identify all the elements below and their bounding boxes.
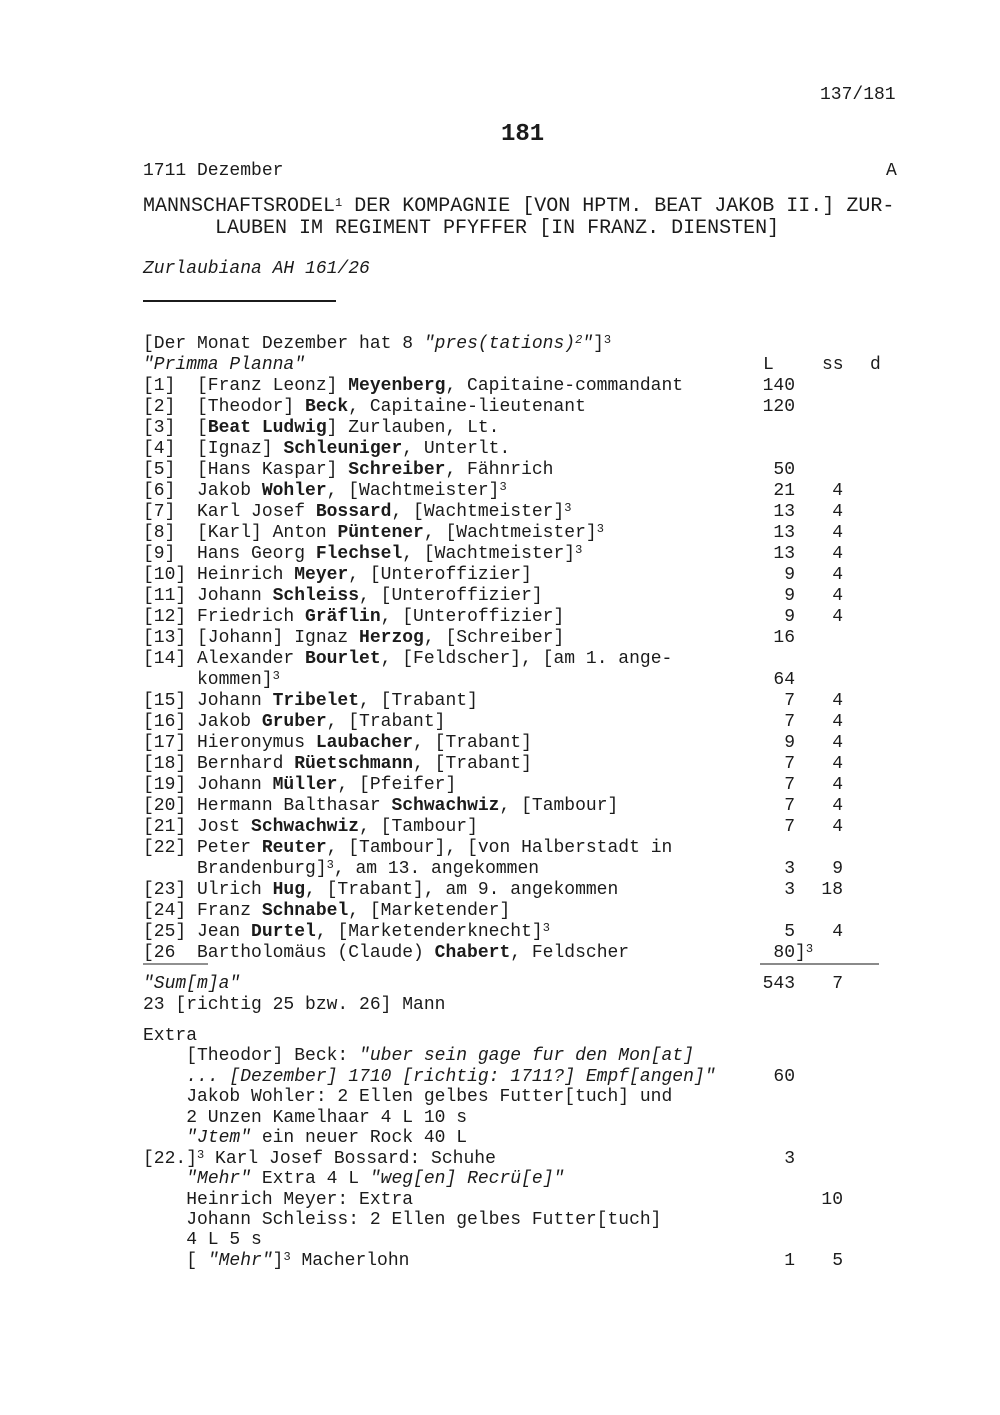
extra-row: [143, 1128, 973, 1148]
roster-row: [143, 796, 973, 817]
roster-row: [143, 502, 973, 523]
row-text: [143, 1230, 262, 1250]
text-segment: , [Marketenderknecht]: [315, 922, 543, 942]
text-segment: ein neuer Rock 40 L: [251, 1128, 468, 1149]
text-segment: DER KOMPAGNIE [VON HPTM. BEAT JAKOB II.] ZUR-: [342, 195, 895, 218]
value-livres: 120: [762, 397, 795, 417]
text-segment: [21] Jost: [143, 817, 252, 837]
text-segment: [17] Hieronymus: [143, 733, 316, 753]
row-text: [143, 544, 582, 564]
text-segment: ]: [593, 334, 604, 354]
text-segment: [143, 1067, 186, 1087]
text-segment: ... [Dezember] 1710 [richtig: 1711?] Empf[angen]": [186, 1066, 716, 1087]
row-text: [143, 1190, 413, 1210]
entry-26-underline: [143, 963, 208, 965]
roster-row: [143, 565, 973, 586]
text-segment: "Mehr": [207, 1250, 273, 1271]
text-segment: 4 L 5 s: [143, 1230, 262, 1251]
roster-row: [143, 859, 973, 880]
footnote-reference: 3: [542, 921, 550, 935]
roster-row: [143, 481, 973, 502]
footnote-reference: 2: [575, 333, 583, 347]
row-text: [143, 901, 510, 921]
text-segment: , [Marketender]: [348, 901, 511, 921]
text-segment: Durtel: [251, 922, 316, 942]
text-segment: Beat Ludwig: [207, 418, 327, 438]
row-text: [143, 334, 611, 354]
summary-row: [143, 995, 973, 1016]
text-segment: [2] [Theodor]: [143, 397, 306, 417]
roster-row: [143, 754, 973, 775]
value-sols: 4: [832, 502, 843, 522]
footnote-reference: 3: [805, 942, 814, 956]
text-segment: [Theodor] Beck:: [143, 1046, 360, 1067]
text-segment: Bossard: [315, 502, 392, 522]
row-text: [143, 1210, 661, 1230]
roster-row: [143, 712, 973, 733]
value-livres: 3: [784, 1148, 795, 1169]
text-segment: Schleuniger: [283, 439, 403, 459]
roster-row: [143, 733, 973, 754]
text-segment: Herzog: [359, 628, 424, 648]
text-segment: , [Trabant], am 9. angekommen: [305, 880, 619, 900]
text-segment: LAUBEN IM REGIMENT PFYFFER [IN FRANZ. DIENSTEN]: [143, 217, 780, 240]
text-segment: [13] [Johann] Ignaz: [143, 628, 360, 648]
value-livres: 3: [784, 859, 795, 879]
extra-row: [143, 1026, 973, 1046]
value-sols: 4: [832, 544, 843, 564]
roster-row: [143, 418, 973, 439]
text-segment: [23] Ulrich: [143, 880, 273, 900]
roster-row: [143, 922, 973, 943]
text-segment: Beck: [305, 397, 349, 417]
value-sols: 4: [832, 523, 843, 543]
value-livres: 9: [784, 586, 795, 606]
roster-row: [143, 397, 973, 418]
text-segment: , [Tambour]: [359, 817, 478, 837]
text-segment: [8] [Karl] Anton: [143, 523, 338, 543]
extra-payments-block: [143, 1026, 973, 1271]
text-segment: 2 Unzen Kamelhaar 4 L 10 s: [143, 1107, 468, 1128]
text-segment: Laubacher: [315, 733, 414, 753]
text-segment: Chabert: [434, 943, 511, 963]
value-sols: 4: [832, 712, 843, 732]
column-header-ss: ss: [822, 355, 844, 375]
text-segment: [22] Peter: [143, 838, 262, 858]
text-segment: , [Wachtmeister]: [391, 502, 565, 522]
value-livres: 13: [773, 502, 795, 522]
value-livres: 7: [784, 817, 795, 837]
row-text: [143, 838, 672, 858]
text-segment: , [Trabant]: [413, 733, 532, 753]
value-livres: 9: [784, 607, 795, 627]
value-sols: 18: [821, 880, 843, 900]
row-text: [143, 376, 683, 396]
text-segment: MANNSCHAFTSRODEL: [143, 195, 336, 218]
value-livres: 13: [773, 523, 795, 543]
value-bracket-suffix: [795, 943, 813, 964]
value-sols: 4: [832, 691, 843, 711]
row-text: [143, 502, 571, 522]
roster-row: [143, 586, 973, 607]
footnote-reference: 3: [326, 858, 334, 872]
text-segment: Brandenburg]: [143, 859, 327, 879]
document-title: [143, 196, 894, 240]
text-segment: Wohler: [261, 481, 327, 501]
text-segment: Schwachwiz: [391, 796, 500, 816]
extra-row: [143, 1108, 973, 1128]
text-segment: Heinrich Meyer: Extra: [143, 1189, 414, 1210]
footnote-reference: 1: [335, 196, 343, 210]
text-segment: [9] Hans Georg: [143, 544, 316, 564]
row-text: [143, 1046, 694, 1066]
value-sols: 4: [832, 481, 843, 501]
footnote-reference: 3: [283, 1249, 291, 1264]
footnote-separator-rule: [143, 300, 336, 302]
value-sols: 4: [832, 565, 843, 585]
roster-row: [143, 901, 973, 922]
roster-row: [143, 376, 973, 397]
text-segment: Bourlet: [305, 649, 381, 669]
text-segment: , [Tambour]: [499, 796, 619, 816]
column-header-d: d: [870, 355, 881, 375]
value-livres: 21: [773, 481, 795, 501]
text-segment: , [Unteroffizier]: [380, 607, 565, 627]
value-sols: 4: [832, 586, 843, 606]
text-segment: [143, 1128, 186, 1148]
value-livres: 13: [773, 544, 795, 564]
extra-row: [143, 1251, 973, 1271]
value-sols: 10: [821, 1189, 843, 1210]
text-segment: "weg[en] Recrü[e]": [369, 1169, 565, 1190]
footnote-reference: 3: [272, 669, 280, 683]
text-segment: , [Wachtmeister]: [423, 523, 597, 543]
value-livres: 7: [784, 691, 795, 711]
value-sols: 7: [832, 974, 843, 994]
value-livres: 7: [784, 712, 795, 732]
value-livres: 543: [762, 974, 795, 994]
text-segment: "Primma Planna": [143, 355, 306, 375]
text-segment: Meyer: [294, 565, 349, 585]
text-segment: [143, 1169, 186, 1189]
text-segment: , Fähnrich: [445, 460, 554, 480]
text-segment: , [Tambour], [von Halberstadt in: [326, 838, 673, 858]
value-livres: 7: [784, 754, 795, 774]
text-segment: "uber sein gage fur den Mon[at]: [359, 1046, 694, 1067]
muster-roll-list: [143, 334, 973, 964]
row-text: [143, 859, 539, 879]
roster-row: [143, 943, 973, 964]
text-segment: Püntener: [337, 523, 424, 543]
roster-row: [143, 607, 973, 628]
footnote-reference: 3: [575, 543, 583, 557]
row-text: [143, 733, 532, 753]
text-segment: kommen]: [143, 670, 273, 690]
value-livres: 3: [784, 880, 795, 900]
footnote-reference: 3: [596, 522, 604, 536]
text-segment: , [Pfeifer]: [337, 775, 457, 795]
text-segment: "Sum[m]a": [143, 974, 241, 994]
sum-total-rule: [760, 963, 879, 965]
row-text: [143, 974, 240, 994]
value-livres: 16: [773, 628, 795, 648]
text-segment: , Capitaine-lieutenant: [348, 397, 586, 417]
row-text: [143, 1128, 467, 1148]
title-line: [143, 218, 894, 240]
value-sols: 4: [832, 775, 843, 795]
date-heading: 1711 Dezember: [143, 161, 284, 181]
roster-row: [143, 838, 973, 859]
roster-row: [143, 523, 973, 544]
roster-row: [143, 544, 973, 565]
value-livres: 9: [784, 733, 795, 753]
text-segment: [: [143, 1250, 208, 1271]
text-segment: [Der Monat Dezember hat 8: [143, 334, 424, 354]
text-segment: [20] Hermann Balthasar: [143, 796, 392, 816]
text-segment: "pres(tations): [423, 334, 576, 354]
row-text: [143, 691, 478, 711]
roster-row: [143, 460, 973, 481]
text-segment: [6] Jakob: [143, 481, 262, 501]
text-segment: Hug: [272, 880, 306, 900]
row-text: [143, 460, 553, 480]
text-segment: Macherlohn: [290, 1250, 410, 1271]
value-livres: 7: [784, 775, 795, 795]
title-line: [143, 196, 894, 218]
row-text: [143, 1026, 197, 1046]
row-text: [143, 1108, 467, 1128]
source-citation: Zurlaubiana AH 161/26: [143, 259, 370, 279]
row-text: [143, 1149, 496, 1169]
summary-row: [143, 974, 973, 995]
extra-row: [143, 1067, 973, 1087]
text-segment: , [Trabant]: [359, 691, 478, 711]
footnote-reference: 3: [603, 333, 612, 347]
roster-row: [143, 334, 973, 355]
value-livres: 9: [784, 565, 795, 585]
value-sols: 4: [832, 922, 843, 942]
value-livres: 60: [773, 1066, 795, 1087]
row-text: [143, 355, 305, 375]
extra-row: [143, 1087, 973, 1107]
text-segment: [11] Johann: [143, 586, 273, 606]
value-sols: 4: [832, 796, 843, 816]
value-sols: 4: [832, 817, 843, 837]
value-livres: 1: [784, 1250, 795, 1271]
row-text: [143, 1251, 409, 1271]
text-segment: , [Unteroffizier]: [359, 586, 543, 606]
row-text: [143, 995, 445, 1015]
text-segment: , [Wachtmeister]: [326, 481, 500, 501]
folio-number: 137/181: [820, 85, 896, 105]
row-text: [143, 943, 629, 963]
footnote-reference: 3: [499, 480, 507, 494]
row-text: [143, 670, 280, 690]
text-segment: Johann Schleiss: 2 Ellen gelbes Futter[tuch]: [143, 1209, 662, 1230]
text-segment: [10] Heinrich: [143, 565, 295, 585]
text-segment: Jakob Wohler: 2 Ellen gelbes Futter[tuch] und: [143, 1087, 673, 1108]
value-livres: 50: [773, 460, 795, 480]
value-sols: 9: [832, 859, 843, 879]
row-text: [143, 1067, 716, 1087]
roster-row: [143, 691, 973, 712]
text-segment: 23 [richtig 25 bzw. 26] Mann: [143, 995, 446, 1015]
extra-row: [143, 1149, 973, 1169]
text-segment: [16] Jakob: [143, 712, 262, 732]
text-segment: [7] Karl Josef: [143, 502, 316, 522]
page-number: 181: [501, 121, 545, 148]
value-sols: 4: [832, 754, 843, 774]
value-livres: 5: [784, 922, 795, 942]
text-segment: , [Schreiber]: [423, 628, 565, 648]
row-text: [143, 817, 478, 837]
text-segment: Gruber: [261, 712, 327, 732]
roster-row: [143, 880, 973, 901]
row-text: [143, 439, 510, 459]
row-text: [143, 1169, 564, 1189]
row-text: [143, 481, 507, 501]
roster-row: [143, 628, 973, 649]
footnote-reference: 3: [197, 1147, 205, 1162]
text-segment: [22.]: [143, 1148, 198, 1169]
row-text: [143, 586, 543, 606]
text-segment: Schwachwiz: [251, 817, 360, 837]
row-text: [143, 649, 672, 669]
extra-row: [143, 1190, 973, 1210]
text-segment: Extra: [143, 1026, 198, 1046]
extra-row: [143, 1046, 973, 1066]
text-segment: Karl Josef Bossard: Schuhe: [204, 1148, 496, 1169]
text-segment: , Feldscher: [510, 943, 630, 963]
text-segment: ] Zurlauben, Lt.: [326, 418, 500, 438]
text-segment: [12] Friedrich: [143, 607, 306, 627]
roster-row: [143, 355, 973, 376]
extra-row: [143, 1210, 973, 1230]
text-segment: ]: [272, 1250, 284, 1271]
text-segment: , am 13. angekommen: [333, 859, 540, 879]
text-segment: , Unterlt.: [402, 439, 511, 459]
text-segment: , [Trabant]: [326, 712, 446, 732]
value-livres: 7: [784, 796, 795, 816]
text-segment: [1] [Franz Leonz]: [143, 376, 349, 396]
roster-row: [143, 670, 973, 691]
column-header-l: L: [763, 355, 774, 375]
row-text: [143, 523, 604, 543]
row-text: [143, 1087, 672, 1107]
text-segment: ]: [795, 943, 806, 963]
row-text: [143, 922, 550, 942]
roster-row: [143, 817, 973, 838]
roster-row: [143, 439, 973, 460]
value-livres: 80: [773, 943, 795, 963]
text-segment: , [Trabant]: [413, 754, 532, 774]
roster-row: [143, 775, 973, 796]
text-segment: [26 Bartholomäus (Claude): [143, 943, 435, 963]
text-segment: Schleiss: [272, 586, 360, 606]
value-livres: 140: [762, 376, 795, 396]
text-segment: [14] Alexander: [143, 649, 306, 669]
text-segment: [24] Franz: [143, 901, 262, 921]
text-segment: , [Wachtmeister]: [402, 544, 576, 564]
text-segment: Schnabel: [261, 901, 349, 921]
text-segment: Flechsel: [315, 544, 403, 564]
value-livres: 64: [773, 670, 795, 690]
text-segment: Müller: [272, 775, 338, 795]
row-text: [143, 880, 618, 900]
text-segment: Gräflin: [305, 607, 381, 627]
text-segment: ": [582, 334, 594, 354]
text-segment: Meyenberg: [348, 376, 446, 396]
row-text: [143, 418, 499, 438]
row-text: [143, 775, 456, 795]
row-text: [143, 796, 618, 816]
text-segment: [19] Johann: [143, 775, 273, 795]
text-segment: Extra 4 L: [251, 1169, 370, 1190]
text-segment: [3] [: [143, 418, 208, 438]
row-text: [143, 754, 532, 774]
extra-row: [143, 1169, 973, 1189]
text-segment: [5] [Hans Kaspar]: [143, 460, 349, 480]
row-text: [143, 628, 564, 648]
text-segment: [18] Bernhard: [143, 754, 295, 774]
text-segment: Schreiber: [348, 460, 446, 480]
text-segment: [25] Jean: [143, 922, 252, 942]
text-segment: , [Feldscher], [am 1. ange-: [380, 649, 673, 669]
roster-row: [143, 649, 973, 670]
corner-letter: A: [886, 161, 897, 181]
text-segment: [15] Johann: [143, 691, 273, 711]
text-segment: "Jtem": [186, 1128, 252, 1149]
row-text: [143, 565, 532, 585]
text-segment: "Mehr": [186, 1169, 252, 1190]
row-text: [143, 607, 564, 627]
text-segment: , [Unteroffizier]: [348, 565, 532, 585]
summary-block: [143, 974, 973, 1016]
value-sols: 4: [832, 607, 843, 627]
value-sols: 4: [832, 733, 843, 753]
value-sols: 5: [832, 1250, 843, 1271]
text-segment: Reuter: [261, 838, 327, 858]
footnote-reference: 3: [564, 501, 572, 515]
text-segment: [4] [Ignaz]: [143, 439, 284, 459]
row-text: [143, 397, 586, 417]
extra-row: [143, 1230, 973, 1250]
text-segment: Rüetschmann: [294, 754, 414, 774]
text-segment: , Capitaine-commandant: [445, 376, 684, 396]
text-segment: Tribelet: [272, 691, 360, 711]
row-text: [143, 712, 445, 732]
